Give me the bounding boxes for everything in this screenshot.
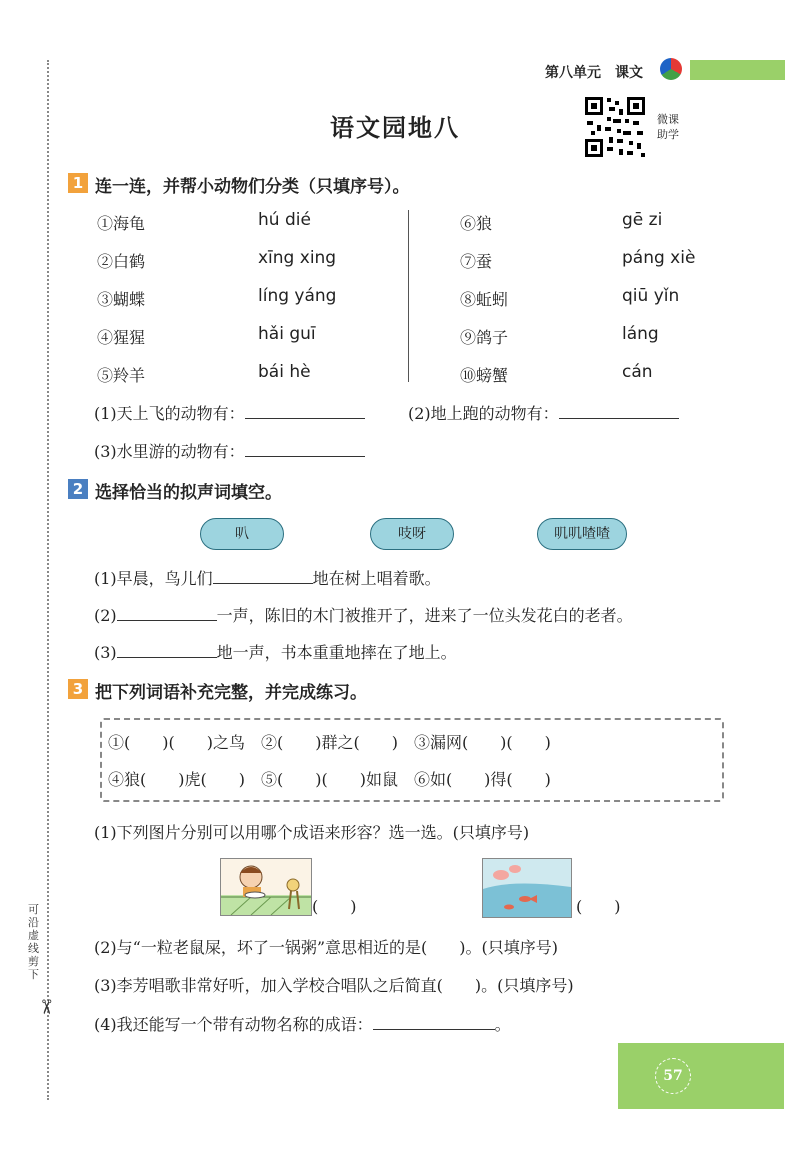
onomatopoeia-option-2[interactable]: 吱呀 bbox=[370, 518, 454, 550]
classify-land-label: (2)地上跑的动物有： bbox=[408, 404, 559, 423]
left-animal-3: ③蝴蝶 bbox=[97, 290, 146, 309]
section-3-title: 把下列词语补充完整，并完成练习。 bbox=[95, 683, 367, 703]
question-4-blank[interactable] bbox=[373, 1015, 495, 1030]
right-pinyin-2: páng xiè bbox=[622, 248, 696, 268]
section-2-number: 2 bbox=[68, 479, 88, 499]
right-pinyin-5: cán bbox=[622, 362, 653, 382]
left-pinyin-2: xīng xing bbox=[258, 248, 337, 268]
question-1: (1)下列图片分别可以用哪个成语来形容？选一选。(只填序号) bbox=[94, 823, 530, 842]
onomatopoeia-option-1[interactable]: 叭 bbox=[200, 518, 284, 550]
section-3-number: 3 bbox=[68, 679, 88, 699]
left-pinyin-4: hǎi guī bbox=[258, 324, 316, 344]
sentence-1 bbox=[94, 566, 441, 589]
classify-land-blank[interactable] bbox=[559, 404, 679, 419]
left-animal-2: ②白鹤 bbox=[97, 252, 146, 271]
right-pinyin-3: qiū yǐn bbox=[622, 286, 680, 306]
page-number: 57 bbox=[655, 1058, 691, 1094]
classify-water-blank[interactable] bbox=[245, 442, 365, 457]
column-divider bbox=[408, 210, 409, 382]
sentence-3-post: 地一声，书本重重地摔在了地上。 bbox=[216, 643, 457, 662]
onomatopoeia-option-3[interactable]: 叽叽喳喳 bbox=[537, 518, 627, 550]
question-4-label: (4)我还能写一个带有动物名称的成语： bbox=[94, 1015, 373, 1034]
question-4-end: 。 bbox=[494, 1015, 511, 1034]
sentence-2-pre: (2) bbox=[94, 606, 117, 625]
sentence-3-pre: (3) bbox=[94, 643, 117, 662]
left-pinyin-5: bái hè bbox=[258, 362, 311, 382]
unit-ball-icon bbox=[660, 58, 682, 80]
classify-sky-blank[interactable] bbox=[245, 404, 365, 419]
left-pinyin-1: hú dié bbox=[258, 210, 311, 230]
picture-fish-pond bbox=[482, 858, 572, 918]
right-animal-4: ⑨鸽子 bbox=[460, 328, 509, 347]
section-2-title: 选择恰当的拟声词填空。 bbox=[95, 483, 282, 503]
qr-code-icon[interactable] bbox=[583, 95, 647, 159]
picture-2-answer[interactable]: ( ) bbox=[576, 897, 621, 916]
classify-sky-line bbox=[94, 401, 365, 424]
classify-land-line bbox=[408, 401, 679, 424]
classify-sky-label: (1)天上飞的动物有： bbox=[94, 404, 245, 423]
sentence-2-post: 一声，陈旧的木门被推开了，进来了一位头发花白的老者。 bbox=[216, 606, 633, 625]
right-animal-3: ⑧蚯蚓 bbox=[460, 290, 509, 309]
qr-caption: 微课助学 bbox=[657, 113, 679, 141]
question-2[interactable]: (2)与“一粒老鼠屎，坏了一锅粥”意思相近的是( )。(只填序号) bbox=[94, 938, 558, 957]
sentence-2 bbox=[94, 603, 633, 626]
right-pinyin-1: gē zi bbox=[622, 210, 663, 230]
question-4 bbox=[94, 1012, 511, 1035]
left-pinyin-3: líng yáng bbox=[258, 286, 337, 306]
sentence-3-blank[interactable] bbox=[117, 643, 217, 658]
left-animal-1: ①海龟 bbox=[97, 214, 146, 233]
question-3[interactable]: (3)李芳唱歌非常好听，加入学校合唱队之后简直( )。(只填序号) bbox=[94, 976, 574, 995]
sentence-2-blank[interactable] bbox=[117, 606, 217, 621]
right-animal-2: ⑦蚕 bbox=[460, 252, 493, 271]
idiom-row-1[interactable]: ①( )( )之鸟 ②( )群之( ) ③漏网( )( ) bbox=[108, 733, 551, 752]
left-animal-4: ④猩猩 bbox=[97, 328, 146, 347]
sentence-1-pre: (1)早晨，鸟儿们 bbox=[94, 569, 213, 588]
sentence-1-post: 地在树上唱着歌。 bbox=[312, 569, 441, 588]
idiom-row-2[interactable]: ④狼( )虎( ) ⑤( )( )如鼠 ⑥如( )得( ) bbox=[108, 770, 551, 789]
picture-eating bbox=[220, 858, 312, 916]
right-animal-5: ⑩螃蟹 bbox=[460, 366, 509, 385]
right-pinyin-4: láng bbox=[622, 324, 659, 344]
scissors-icon: ✂ bbox=[34, 998, 59, 1016]
classify-water-label: (3)水里游的动物有： bbox=[94, 442, 245, 461]
classify-water-line bbox=[94, 439, 365, 462]
cut-line bbox=[47, 60, 49, 1100]
sentence-3 bbox=[94, 640, 457, 663]
sentence-1-blank[interactable] bbox=[213, 569, 313, 584]
right-animal-1: ⑥狼 bbox=[460, 214, 493, 233]
picture-1-answer[interactable]: ( ) bbox=[312, 897, 357, 916]
left-animal-5: ⑤羚羊 bbox=[97, 366, 146, 385]
page-title: 语文园地八 bbox=[330, 113, 460, 142]
section-1-number: 1 bbox=[68, 173, 88, 193]
page-number-block bbox=[618, 1043, 784, 1109]
cut-hint: 可沿虚线剪下 bbox=[28, 903, 39, 981]
header-bar bbox=[690, 60, 785, 80]
unit-label: 第八单元 课文 bbox=[545, 65, 643, 81]
section-1-title: 连一连，并帮小动物们分类（只填序号）。 bbox=[95, 177, 410, 197]
